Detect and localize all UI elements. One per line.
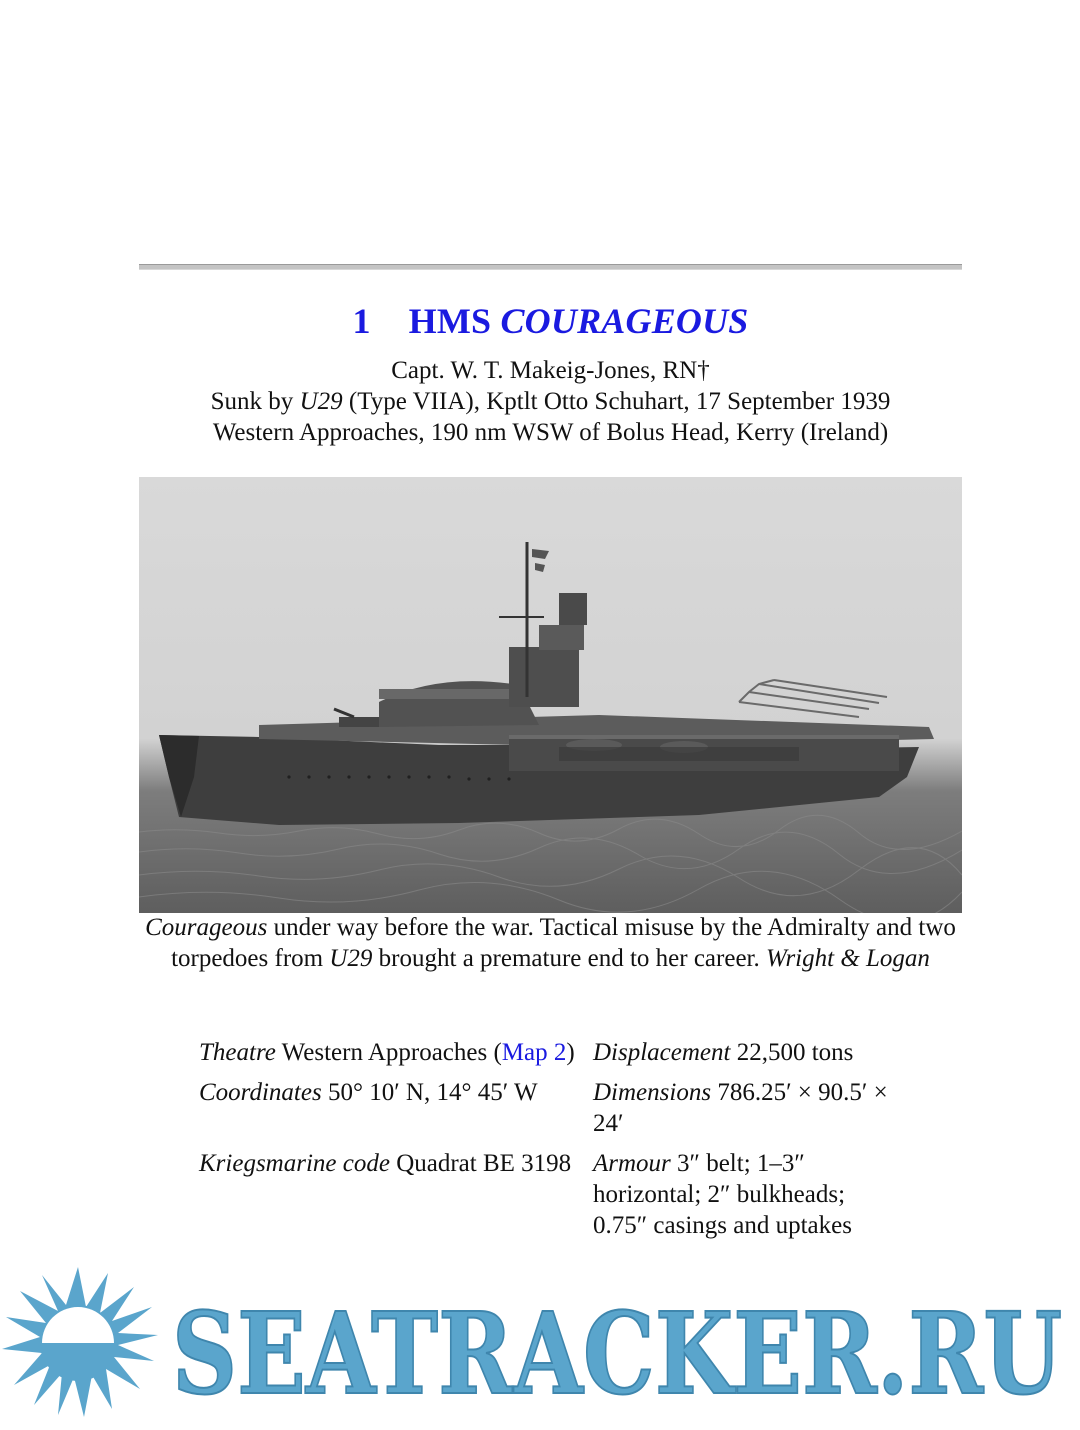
seatracker-watermark	[0, 1265, 1080, 1425]
chapter-number: 1	[352, 301, 371, 341]
sun-logo-icon	[2, 1267, 158, 1417]
ship-name: COURAGEOUS	[500, 301, 749, 341]
photo-credit: Wright & Logan	[766, 945, 930, 972]
location-line: Western Approaches, 190 nm WSW of Bolus Head, Kerry (Ireland)	[212, 419, 889, 446]
submarine-name: U29	[299, 388, 343, 415]
fact-displacement: Displacement 22,500 tons	[593, 1039, 854, 1066]
caption-ship-name: Courageous	[145, 914, 268, 941]
caption-submarine: U29	[329, 945, 373, 972]
chapter-title	[139, 300, 962, 342]
chapter-meta	[139, 355, 962, 448]
fact-armour: Armour 3″ belt; 1–3″ horizontal; 2″ bulkheads; 0.75″ casings and uptakes	[593, 1150, 852, 1239]
fact-theatre: Theatre Western Approaches (Map 2)	[199, 1039, 575, 1066]
photo-caption: Courageous under way before the war. Tactical misuse by the Admiralty and two torpedoes from U29 brought a premature end to her career. Wright & Logan	[145, 914, 956, 972]
horizontal-rule	[139, 264, 962, 270]
ship-prefix: HMS	[408, 301, 492, 341]
ship-facts	[199, 1037, 899, 1241]
map-link[interactable]: Map 2	[501, 1039, 567, 1066]
watermark-text: SEATRACKER.RU	[172, 1289, 1062, 1420]
sunk-line: Sunk by U29 (Type VIIA), Kptlt Otto Schuhart, 17 September 1939	[210, 388, 891, 415]
fact-coordinates: Coordinates 50° 10′ N, 14° 45′ W	[199, 1079, 538, 1106]
ship-photo	[139, 477, 962, 913]
fact-dimensions: Dimensions 786.25′ × 90.5′ × 24′	[593, 1079, 888, 1137]
captain-line: Capt. W. T. Makeig-Jones, RN†	[391, 357, 710, 384]
fact-kriegsmarine-code: Kriegsmarine code Quadrat BE 3198	[199, 1150, 572, 1177]
